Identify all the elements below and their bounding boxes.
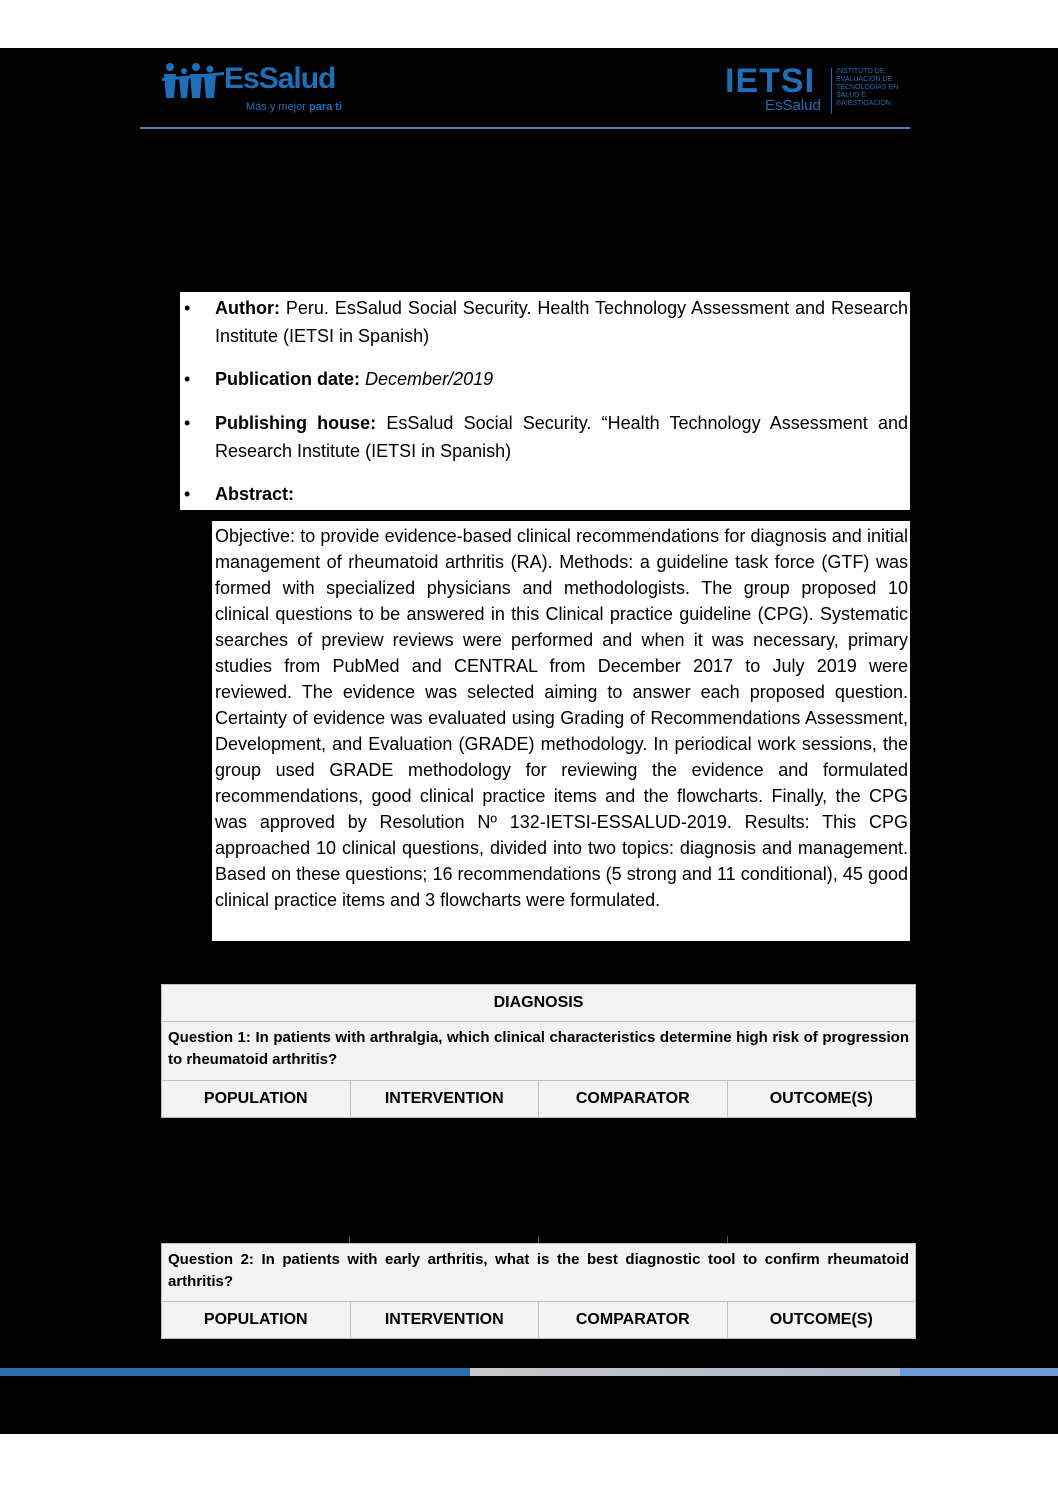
diagnosis-table-q2 <box>161 1243 916 1339</box>
essalud-brand: EsSalud <box>224 62 336 95</box>
metadata-list: • Author: Peru. EsSalud Social Security. Health Technology Assessment and Research Institute (IETSI in Spanish) • Publication date: December/2019 • Publishing house: EsSalud Social Security. “Health Technology Assessment and Research Institute (IETSI in Spanish) • Abstract: <box>180 292 910 510</box>
logo-divider <box>831 68 832 114</box>
abstract-text: Objective: to provide evidence-based clinical recommendations for diagnosis and initial management of rheumatoid arthritis (RA). Methods: a guideline task force (GTF) was formed with specialized physicians and methodologists. The group proposed 10 clinical questions to be answered in this Clinical practice guideline (CPG). Systematic searches of preview reviews were performed and when it was necessary, primary studies from PubMed and CENTRAL from December 2017 to July 2019 were reviewed. The evidence was selected aiming to answer each proposed question. Certainty of evidence was evaluated using Grading of Recommendations Assessment, Development, and Evaluation (GRADE) methodology. In periodical work sessions, the group used GRADE methodology for reviewing the evidence and formulated recommendations, good clinical practice items and the flowcharts. Finally, the CPG was approved by Resolution Nº 132-IETSI-ESSALUD-2019. Results: This CPG approached 10 clinical questions, divided into two topics: diagnosis and management. Based on these questions; 16 recommendations (5 strong and 11 conditional), 45 good clinical practice items and 3 flowcharts were formulated. <box>215 526 908 910</box>
col-intervention: INTERVENTION <box>351 1081 540 1117</box>
ietsi-sub: EsSalud <box>765 97 821 114</box>
question-1: Question 1: In patients with arthralgia, which clinical characteristics determine high risk of progression to rheumatoid arthritis? <box>161 1022 916 1081</box>
pico-header-row <box>161 1302 916 1339</box>
section-header: DIAGNOSIS <box>161 984 916 1022</box>
col-population: POPULATION <box>162 1302 351 1338</box>
ietsi-logo <box>725 64 910 120</box>
abstract-box <box>212 521 910 941</box>
essalud-tagline: Más y mejor para ti <box>246 101 342 113</box>
diagnosis-table-q1 <box>161 984 916 1118</box>
pico-header-row <box>161 1081 916 1118</box>
col-comparator: COMPARATOR <box>539 1081 728 1117</box>
col-population: POPULATION <box>162 1081 351 1117</box>
footer-stripe <box>0 1368 1058 1376</box>
header-divider <box>140 127 910 129</box>
col-intervention: INTERVENTION <box>351 1302 540 1338</box>
family-icon <box>162 62 224 98</box>
col-outcomes: OUTCOME(S) <box>769 1311 873 1328</box>
page-header <box>140 52 910 130</box>
question-2: Question 2: In patients with early arthritis, what is the best diagnostic tool to confirm rheumatoid arthritis? <box>161 1243 916 1302</box>
col-comparator: COMPARATOR <box>539 1302 728 1338</box>
ietsi-acronym: IETSI <box>725 62 816 100</box>
institute-name: INSTITUTO DE EVALUACIÓN DE TECNOLOGÍAS EN SALUD E INVESTIGACIÓN <box>836 68 899 107</box>
essalud-logo <box>162 58 342 114</box>
col-outcomes: OUTCOME(S) <box>769 1090 873 1107</box>
